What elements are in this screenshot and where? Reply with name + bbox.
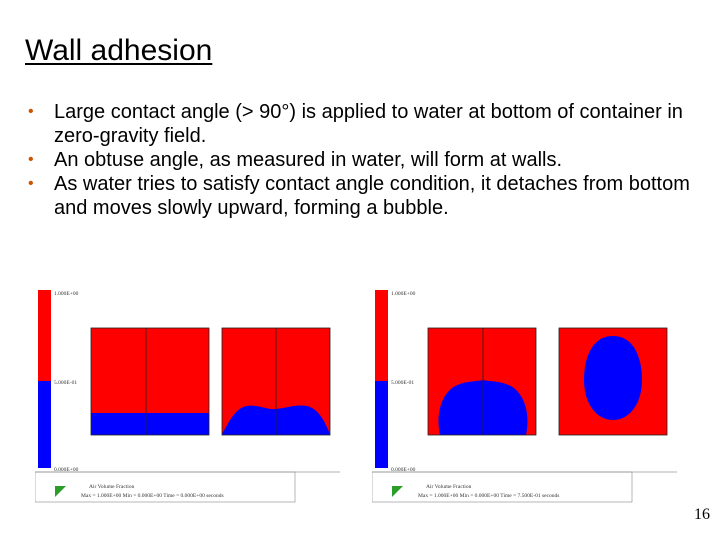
bullet-list [25, 100, 705, 220]
water-layer [91, 413, 209, 435]
bullet-item [25, 148, 705, 172]
bullet-item [25, 100, 705, 148]
axis-triad-icon [55, 486, 66, 497]
caption-line2: Max = 1.000E+00 Min = 0.000E+00 Time = 0.000E+00 seconds [81, 493, 224, 499]
bullet-text: As water tries to satisfy contact angle condition, it detaches from bottom and moves slowly upward, forming a bubble. [54, 173, 690, 219]
caption-line1: Air Volume Fraction [426, 484, 472, 490]
simulation-panel-initial [35, 288, 340, 504]
bullet-icon: • [28, 175, 34, 192]
legend-tick: 5.000E-01 [391, 380, 415, 386]
bullet-icon: • [28, 103, 34, 120]
legend-tick: 1.000E+00 [54, 291, 79, 297]
bullet-icon: • [28, 151, 34, 168]
simulation-figure [35, 288, 340, 504]
container-frame-1 [91, 328, 209, 435]
caption-line1: Air Volume Fraction [89, 484, 135, 490]
caption-box [35, 472, 340, 502]
legend-bar-water [38, 381, 51, 468]
legend-tick: 0.000E+00 [54, 467, 79, 473]
axis-triad-icon [392, 486, 403, 497]
legend-tick: 1.000E+00 [391, 291, 416, 297]
bullet-item [25, 172, 705, 220]
bullet-text: An obtuse angle, as measured in water, will form at walls. [54, 149, 563, 171]
water-bubble [584, 336, 642, 420]
page-number: 16 [694, 506, 710, 523]
legend-tick: 5.000E-01 [54, 380, 78, 386]
container-frame-3 [428, 328, 536, 435]
container-frame-4 [559, 328, 667, 435]
legend-tick: 0.000E+00 [391, 467, 416, 473]
simulation-panel-later [372, 288, 677, 504]
legend-bar-water [375, 381, 388, 468]
legend-bar-air [375, 290, 388, 381]
bullet-text: Large contact angle (> 90°) is applied to water at bottom of container in zero-gravity field. [54, 101, 683, 147]
caption-box [372, 472, 677, 502]
container-frame-2 [222, 328, 330, 435]
legend-bar-air [38, 290, 51, 381]
caption-line2: Max = 1.000E+00 Min = 0.000E+00 Time = 7.500E-01 seconds [418, 493, 560, 499]
slide-title: Wall adhesion [25, 34, 213, 67]
simulation-figure [372, 288, 677, 504]
